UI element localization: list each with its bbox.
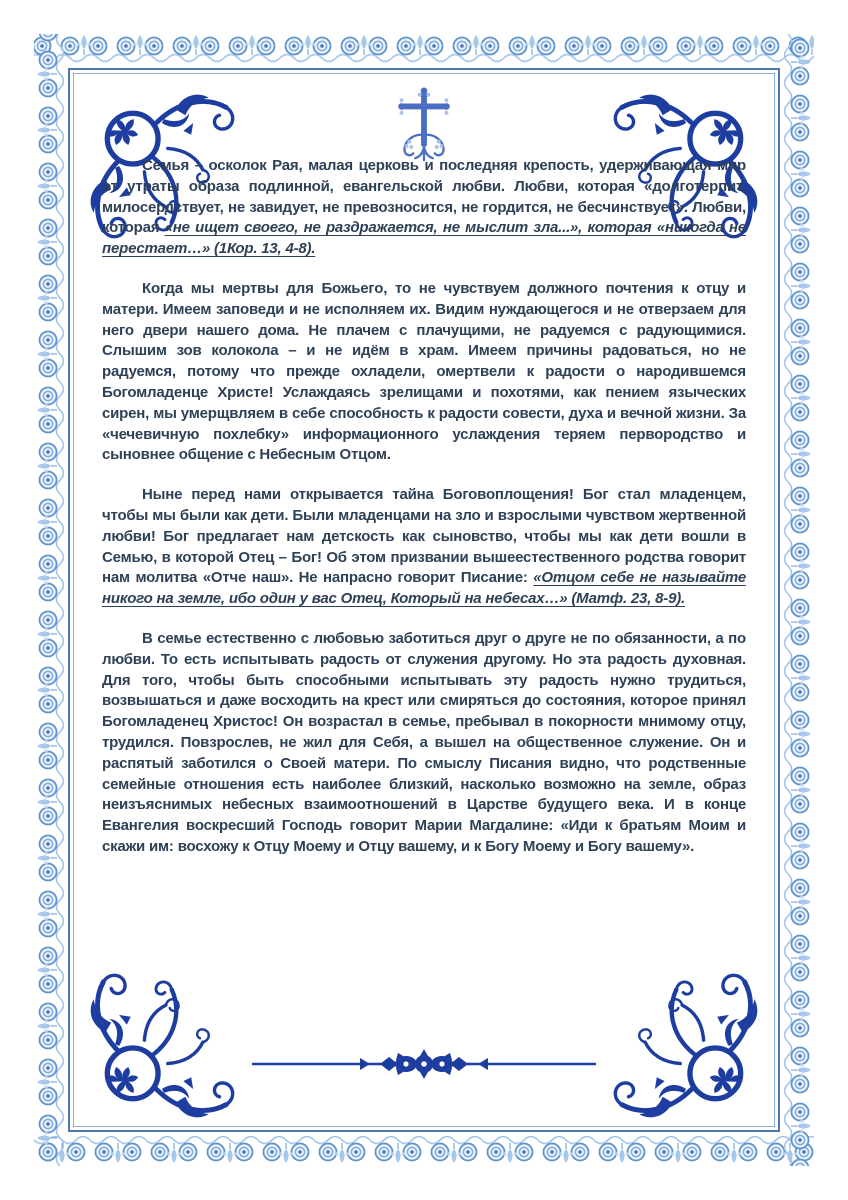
document-text: [102, 156, 746, 858]
floral-corner-bottom-left-icon: [82, 970, 238, 1126]
paragraph: [102, 156, 746, 260]
orthodox-cross-icon: [392, 86, 456, 164]
text-segment: Ныне перед нами открывается тайна Боговоплощения! Бог стал младенцем, чтобы мы были как дети. Были младенцами на зло и взрослыми чувством жертвенной любви! Бог предлагает нам детскость как сыновство, чтобы мы как дети вошли в Семью, в которой Отец – Бог! Об этом призвании вышеестественного родства говорит нам молитва «Отче наш». Не напрасно говорит Писание:: [102, 486, 746, 587]
text-segment: Когда мы мертвы для Божьего, то не чувствуем должного почтения к отцу и матери. Имеем заповеди и не исполняем их. Видим нуждающегося и не отверзаем для него двери нашего дома. Не плачем с плачущими, не радуемся с радующимися. Слышим зов колокола – и не идём в храм. Имеем причины радоваться, но не радуемся, потому что прежде охладели, омертвели к радости о народившемся Богомладенце Христе! Услаждаясь зрелищами и похотями, как пением языческих сирен, мы умерщвляем в себе способность к радости совести, духа и вечной жизни. За «чечевичную похлебку» информационного услаждения теряем первородство и сыновнее общение с Небесным Отцом.: [102, 279, 746, 464]
scripture-quote: «Отцом себе не называйте никого на земле, ибо один у вас Отец, Который на небесах…» (Матф. 23, 8-9).: [102, 569, 746, 608]
ornate-divider-icon: [252, 1046, 596, 1082]
paragraph: [102, 629, 746, 858]
paragraph: [102, 485, 746, 610]
floral-corner-bottom-right-icon: [610, 970, 766, 1126]
text-segment: Семья – осколок Рая, малая церковь и последняя крепость, удерживающая мир от утраты образа подлинной, евангельской любви. Любви, которая «долготерпит, милосердствует, не завидует, не превозносится, не гордится, не бесчинствует». Любви, которая: [102, 157, 746, 237]
text-segment: В семье естественно с любовью заботиться друг о друге не по обязанности, а по любви. То есть испытывать радость от служения другому. Но эта радость духовная. Для того, чтобы быть способными испытывать эту радость нужно трудиться, возвышаться и даже восходить на крест или смиряться до состояния, которое принял Богомладенец Христос! Он возрастал в семье, пребывал в покорности мнимому отцу, трудился. Повзрослев, не жил для Себя, а вышел на общественное служение. Он и распятый заботился о Своей матери. По смыслу Писания видно, что родственные семейные отношения есть наиболее близкий, насколько возможно на земле, образ неизъяснимых небесных взаимоотношений в Царстве будущего века. И в конце Евангелия воскресший Господь говорит Марии Магдалине: «Иди к братьям Моим и скажи им: восхожу к Отцу Моему и Отцу вашему, и к Богу Моему и Богу вашему».: [102, 629, 746, 855]
scripture-quote: «не ищет своего, не раздражается, не мыслит зла...», которая «никогда не перестает…» (1Кор. 13, 4-8).: [102, 219, 746, 258]
paragraph: [102, 279, 746, 466]
